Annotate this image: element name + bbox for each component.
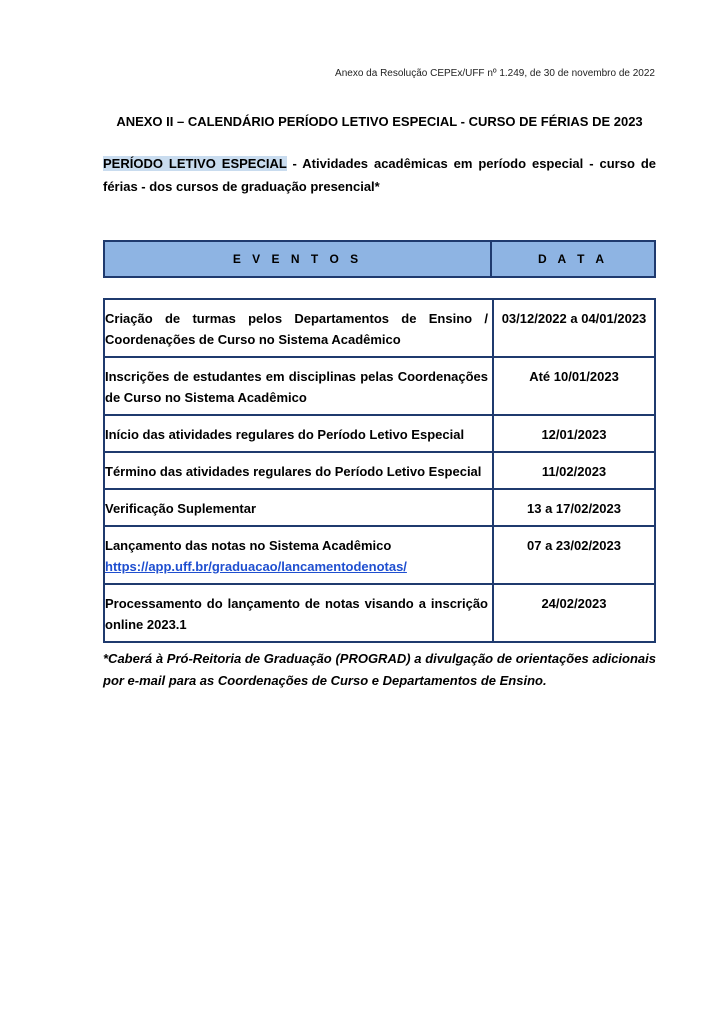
event-text: Lançamento das notas no Sistema Acadêmico: [105, 538, 392, 553]
table-row: [104, 584, 655, 642]
date-cell: 12/01/2023: [493, 415, 655, 452]
grades-link[interactable]: https://app.uff.br/graduacao/lancamentodenotas/: [105, 559, 407, 574]
table-row: [104, 452, 655, 489]
date-cell: 11/02/2023: [493, 452, 655, 489]
date-cell: Até 10/01/2023: [493, 357, 655, 415]
table-row: [104, 357, 655, 415]
event-cell: Criação de turmas pelos Departamentos de Ensino / Coordenações de Curso no Sistema Acadêmico: [104, 299, 493, 357]
intro-highlight: PERÍODO LETIVO ESPECIAL: [103, 156, 287, 171]
header-events: E V E N T O S: [104, 241, 491, 277]
header-date: D A T A: [491, 241, 655, 277]
event-cell: [104, 526, 493, 584]
date-cell: 03/12/2022 a 04/01/2023: [493, 299, 655, 357]
header-note: Anexo da Resolução CEPEx/UFF nº 1.249, de 30 de novembro de 2022: [335, 68, 655, 79]
table-row: [104, 526, 655, 584]
date-cell: 24/02/2023: [493, 584, 655, 642]
event-cell: Início das atividades regulares do Período Letivo Especial: [104, 415, 493, 452]
table-row: [104, 415, 655, 452]
intro-paragraph: [103, 152, 656, 198]
date-cell: 13 a 17/02/2023: [493, 489, 655, 526]
calendar-header-table: [103, 240, 656, 278]
event-cell: Verificação Suplementar: [104, 489, 493, 526]
calendar-table: [103, 298, 656, 643]
event-cell: Inscrições de estudantes em disciplinas pelas Coordenações de Curso no Sistema Acadêmico: [104, 357, 493, 415]
document-title: ANEXO II – CALENDÁRIO PERÍODO LETIVO ESPECIAL - CURSO DE FÉRIAS DE 2023: [116, 114, 643, 129]
footnote: *Caberá à Pró-Reitoria de Graduação (PROGRAD) a divulgação de orientações adicionais por e-mail para as Coordenações de Curso e Departamentos de Ensino.: [103, 651, 656, 688]
event-cell: Término das atividades regulares do Período Letivo Especial: [104, 452, 493, 489]
table-row: [104, 299, 655, 357]
date-cell: 07 a 23/02/2023: [493, 526, 655, 584]
event-cell: Processamento do lançamento de notas visando a inscrição online 2023.1: [104, 584, 493, 642]
intro-text: - Atividades acadêmicas em período especial - curso de férias - dos cursos de graduação presencial*: [103, 156, 656, 194]
table-row: [104, 489, 655, 526]
